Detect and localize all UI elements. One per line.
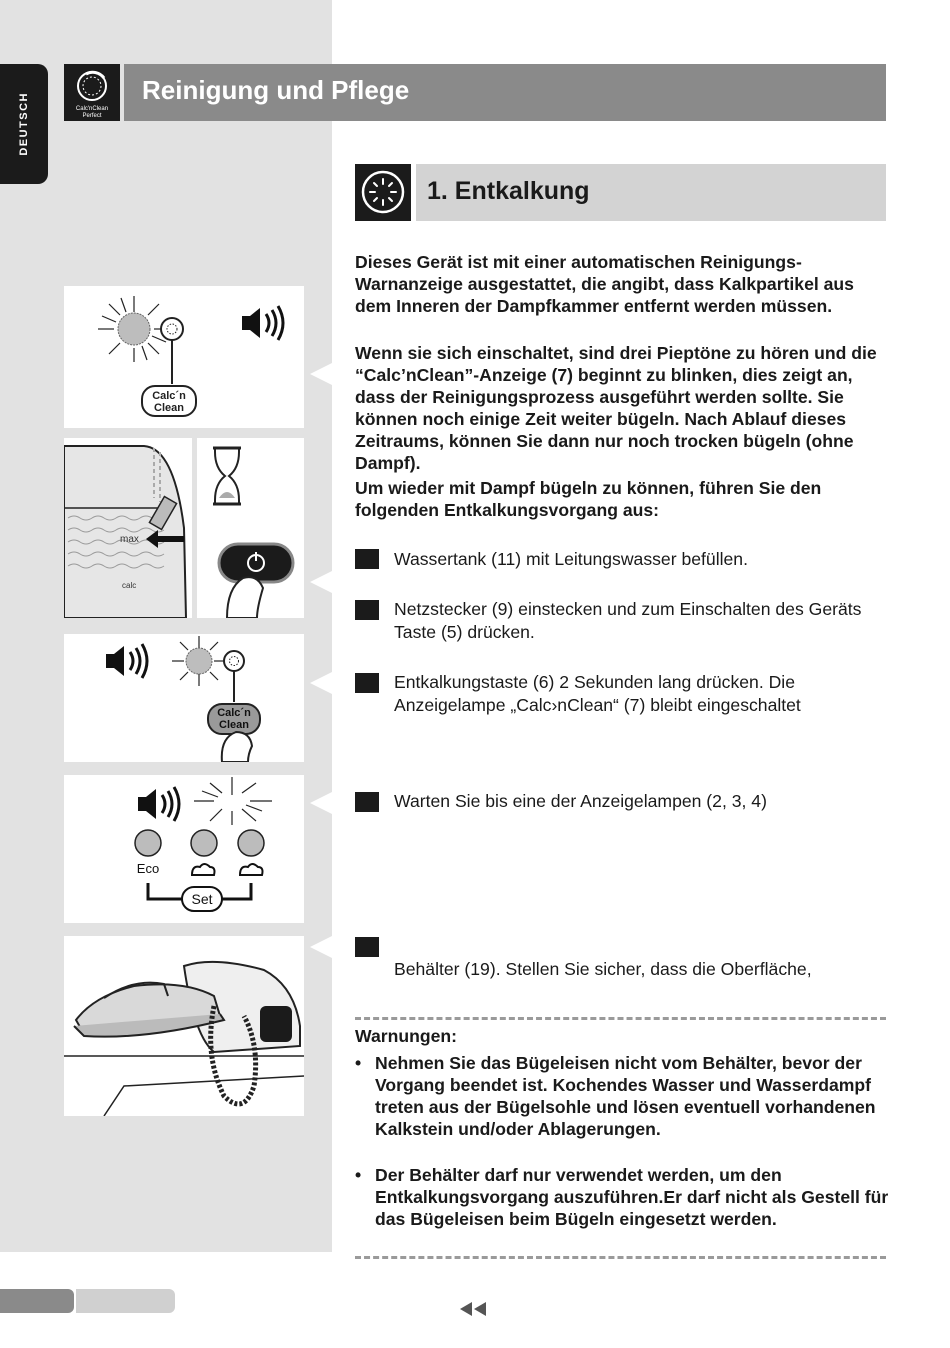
step-marker-1 — [355, 549, 379, 569]
warning-text-2: Der Behälter darf nur verwendet werden, um den Entkalkungsvorgang auszuführen.Er darf nicht als Gestell für das Bügeleisen beim Bügeln eingesetzt werden. — [375, 1165, 889, 1229]
illustration-press-calc-clean — [64, 634, 304, 762]
calc-clean-label-line1: Calc´n — [217, 707, 251, 719]
set-label: Set — [191, 891, 213, 907]
finger-icon — [222, 732, 252, 762]
step-text-5: Behälter (19). Stellen Sie sicher, dass die Oberfläche, — [394, 959, 812, 979]
intro-paragraph-1: Dieses Gerät ist mit einer automatischen Reinigungs-Warnanzeige ausgestattet, die angibt, dass Kalkpartikel aus dem Inneren der Dampfkammer entfernt werden müssen. — [355, 252, 854, 316]
calc-clean-label-line2: Clean — [219, 719, 249, 731]
illustration-power-on — [197, 438, 304, 618]
cloud-steam-icon — [240, 864, 263, 875]
step-marker-3 — [355, 673, 379, 693]
max-label: max — [120, 534, 139, 545]
warning-item-1 — [355, 1052, 895, 1140]
eco-lamp-icon — [135, 830, 161, 856]
calc-clean-indicator-icon — [161, 318, 183, 340]
section-title: 1. Entkalkung — [427, 177, 590, 205]
page-tab-dark — [0, 1289, 74, 1313]
language-label: DEUTSCH — [18, 92, 30, 156]
illustration-fill-tank — [64, 438, 192, 618]
speaker-icon — [242, 306, 283, 340]
calc-clean-label-line1: Calc´n — [152, 390, 186, 402]
step-marker-4 — [355, 792, 379, 812]
divider-top — [355, 1017, 886, 1020]
illustration-pointer-1 — [310, 363, 332, 385]
illustration-pointer-3 — [310, 672, 332, 694]
steam-low-lamp-icon — [191, 830, 217, 856]
finger-icon — [227, 577, 263, 618]
illustration-pointer-2 — [310, 571, 332, 593]
illustration-iron-on-base — [64, 936, 304, 1116]
descaling-icon — [355, 164, 411, 221]
steam-high-lamp-icon — [238, 830, 264, 856]
step-marker-2 — [355, 600, 379, 620]
intro-paragraph-3: Um wieder mit Dampf bügeln zu können, führen Sie den folgenden Entkalkungsvorgang aus: — [355, 478, 822, 520]
bullet: • — [355, 1165, 362, 1185]
logo-text-line1: Calc'nClean — [75, 106, 109, 112]
step-text-3: Entkalkungstaste (6) 2 Sekunden lang drücken. Die Anzeigelampe „Calc›nClean“ (7) bleibt eingeschaltet — [394, 672, 801, 715]
warnings-heading: Warnungen: — [355, 1026, 457, 1046]
power-button-icon — [219, 544, 293, 582]
bullet: • — [355, 1053, 362, 1073]
page-title: Reinigung und Pflege — [142, 75, 410, 105]
warning-text-1: Nehmen Sie das Bügeleisen nicht vom Behälter, bevor der Vorgang beendet ist. Kochendes Wasser und Wasserdampf treten aus der Bügelsohle und lösen eventuell vorhandenen Kalkstein und/oder Ablagerungen. — [375, 1053, 876, 1139]
speaker-icon — [106, 644, 147, 678]
illustration-pointer-5 — [310, 936, 332, 958]
step-text-1: Wassertank (11) mit Leitungswasser befüllen. — [394, 549, 748, 569]
illustration-pointer-4 — [310, 792, 332, 814]
calc-clean-perfect-logo — [64, 64, 120, 121]
intro-paragraph-2: Wenn sie sich einschaltet, sind drei Pieptöne zu hören und die “Calc’nClean”-Anzeige (7) beginnt zu blinken, dies zeigt an, dass der Reinigungsprozess ausgeführt werden sollte. Sie können noch einige Zeit weiter bügeln. Nach Ablauf dieses Zeitraums, können Sie dann nur noch trocken bügeln (ohne Dampf). — [355, 343, 877, 473]
previous-page-icon[interactable] — [458, 1300, 490, 1323]
language-label-wrap — [8, 64, 40, 184]
calc-clean-indicator-icon — [224, 651, 244, 671]
illustration-indicator-lamps — [64, 775, 304, 923]
blink-rays-icon — [194, 777, 272, 825]
step-marker-5 — [355, 937, 379, 957]
eco-label: Eco — [136, 861, 160, 876]
divider-bottom — [355, 1256, 886, 1259]
calc-clean-label-line2: Clean — [154, 402, 184, 414]
step-text-4: Warten Sie bis eine der Anzeigelampen (2, 3, 4) — [394, 791, 767, 811]
calc-small-label: calc — [122, 581, 137, 590]
page-tab-light — [76, 1289, 175, 1313]
warning-item-2 — [355, 1164, 895, 1230]
speaker-icon — [138, 787, 179, 821]
illustration-calc-clean-blink — [64, 286, 304, 428]
logo-text-line2: Perfect — [82, 113, 102, 119]
hourglass-icon — [213, 448, 241, 504]
step-text-2: Netzstecker (9) einstecken und zum Einschalten des Geräts Taste (5) drücken. — [394, 599, 862, 642]
cloud-icon — [192, 864, 215, 875]
